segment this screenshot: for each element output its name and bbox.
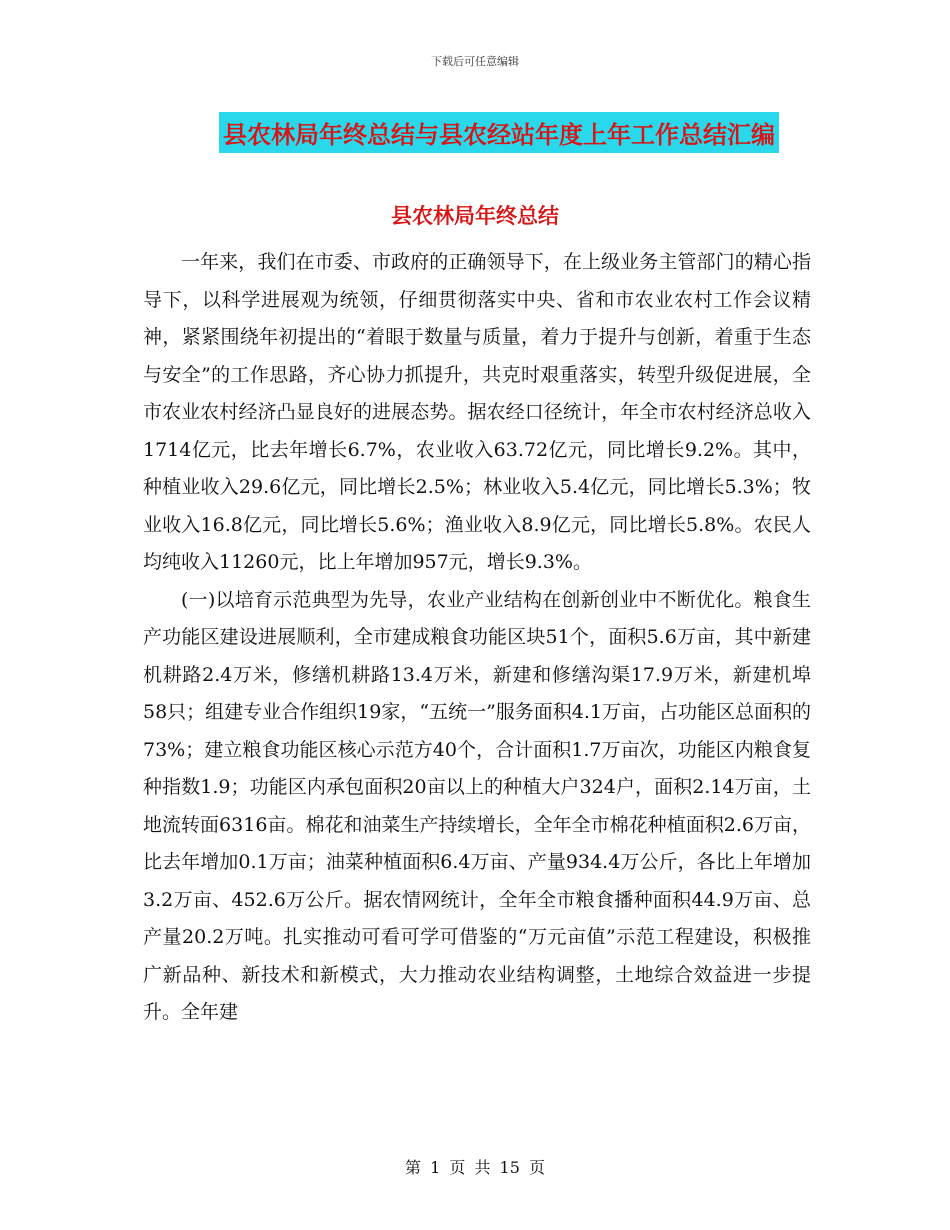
paragraph-intro: 一年来，我们在市委、市政府的正确领导下，在上级业务主管部门的精心指导下，以科学进展观为统领，仔细贯彻落实中央、省和市农业农村工作会议精神，紧紧围绕年初提出的“着眼于数量与质量，着力于提升与创新，着重于生态与安全”的工作思路，齐心协力抓提升，共克时艰重落实，转型升级促进展，全市农业农村经济凸显良好的进展态势。据农经口径统计，年全市农村经济总收入1714亿元，比去年增长6.7%，农业收入63.72亿元，同比增长9.2%。其中，种植业收入29.6亿元，同比增长2.5%；林业收入5.4亿元，同比增长5.3%；牧业收入16.8亿元，同比增长5.6%；渔业收入8.9亿元，同比增长5.8%。农民人均纯收入11260元，比上年增加957元，增长9.3%。 <box>143 251 811 573</box>
paragraph-section-1: (一)以培育示范典型为先导，农业产业结构在创新创业中不断优化。粮食生产功能区建设进展顺利，全市建成粮食功能区块51个，面积5.6万亩，其中新建机耕路2.4万米，修缮机耕路13.4万米，新建和修缮沟渠17.9万米，新建机埠58只；组建专业合作组织19家，“五统一”服务面积4.1万亩，占功能区总面积的73%；建立粮食功能区核心示范方40个，合计面积1.7万亩次，功能区内粮食复种指数1.9；功能区内承包面积20亩以上的种植大户324户，面积2.14万亩，土地流转面6316亩。棉花和油菜生产持续增长，全年全市棉花种植面积2.6万亩，比去年增加0.1万亩；油菜种植面积6.4万亩、产量934.4万公斤，各比上年增加3.2万亩、452.6万公斤。据农情网统计，全年全市粮食播种面积44.9万亩、总产量20.2万吨。扎实推动可看可学可借鉴的“万元亩值”示范工程建设，积极推广新品种、新技术和新模式，大力推动农业结构调整，土地综合效益进一步提升。全年建 <box>143 588 811 1023</box>
page-header-note: 下载后可任意编辑 <box>431 55 519 68</box>
document-title: 县农林局年终总结与县农经站年度上年工作总结汇编 <box>219 112 779 153</box>
title-block <box>0 112 950 153</box>
section-title: 县农林局年终总结 <box>391 203 559 228</box>
page-number: 第 1 页 共 15 页 <box>405 1158 545 1177</box>
document-body <box>143 244 811 1032</box>
